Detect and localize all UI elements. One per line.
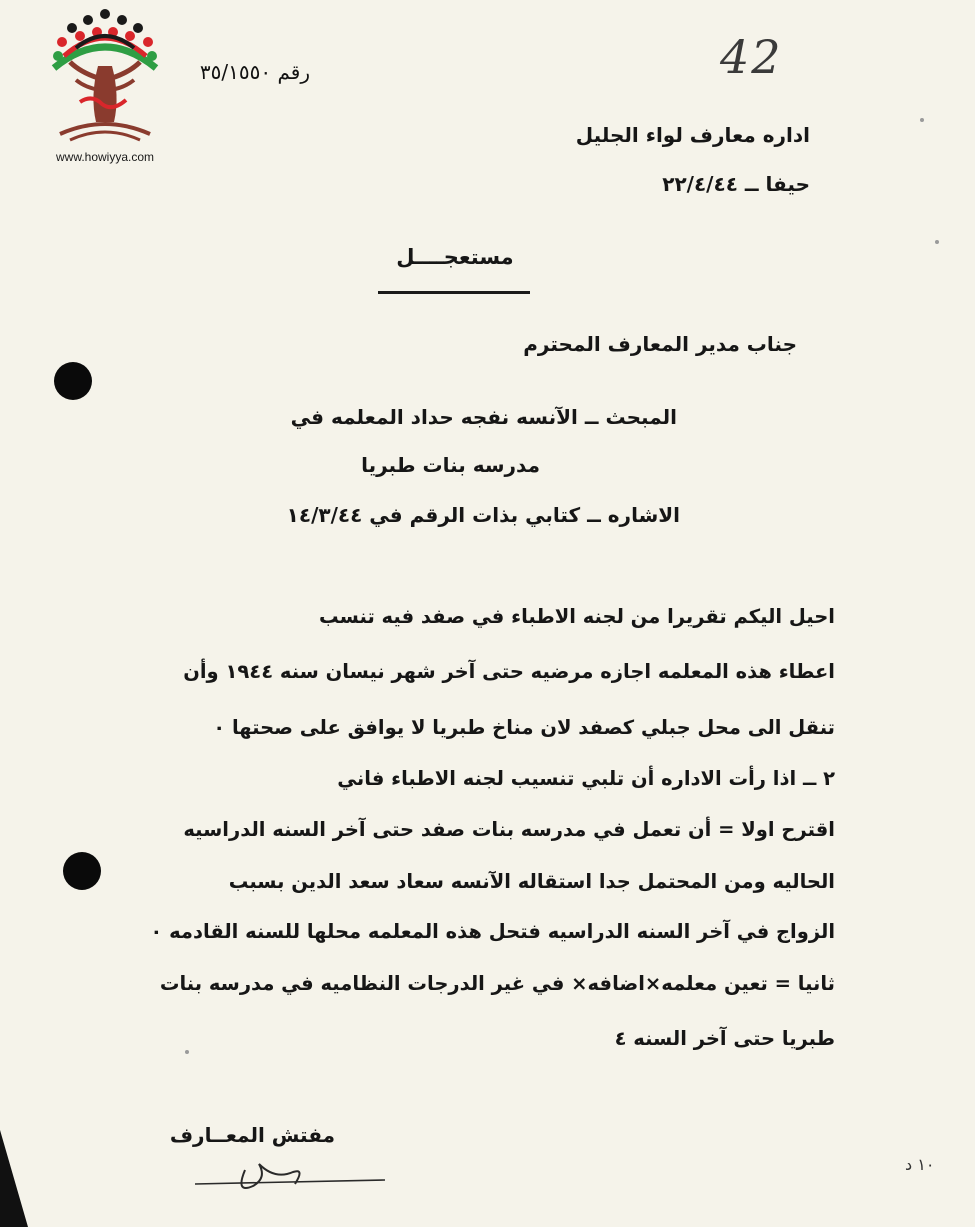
reference-number: رقم ٣٥/١٥٥٠: [199, 60, 310, 84]
punch-hole-top: [54, 362, 92, 400]
body-line: ٢ ــ اذا رأت الاداره أن تلبي تنسيب لجنه الاطباء فاني: [337, 767, 835, 790]
place-date: حيفا ــ ٢٢/٤/٤٤: [662, 172, 810, 196]
body-line: احيل اليكم تقريرا من لجنه الاطباء في صفد فيه تنسب: [319, 605, 835, 628]
subject-line-1: المبحث ــ الآنسه نفجه حداد المعلمه في: [290, 405, 677, 429]
urgent-underline: [378, 291, 530, 294]
scan-edge-shadow: [0, 1130, 28, 1227]
body-line: طبريا حتى آخر السنه ٤: [614, 1027, 835, 1050]
paper-speck: [920, 118, 924, 122]
paper-speck: [185, 1050, 189, 1054]
logo-url: www.howiyya.com: [55, 150, 155, 164]
body-line: اعطاء هذه المعلمه اجازه مرضيه حتى آخر شهر نيسان سنه ١٩٤٤ وأن: [183, 660, 835, 683]
salutation: جناب مدير المعارف المحترم: [523, 332, 797, 356]
body-line: الحاليه ومن المحتمل جدا استقاله الآنسه سعاد سعد الدين بسبب: [228, 870, 835, 893]
subject-line-3: الاشاره ــ كتابي بذات الرقم في ١٤/٣/٤٤: [286, 503, 680, 527]
office-name: اداره معارف لواء الجليل: [575, 123, 810, 147]
body-line: ثانيا = تعين معلمه×اضافه× في غير الدرجات النظاميه في مدرسه بنات: [159, 972, 835, 995]
signature-title: مفتش المعــارف: [169, 1123, 335, 1147]
body-line: اقترح اولا = أن تعمل في مدرسه بنات صفد حتى آخر السنه الدراسيه: [183, 818, 835, 841]
bottom-mark: ١٠ د: [905, 1155, 935, 1174]
folio-number: 42: [720, 30, 783, 84]
urgent-heading: مستعجــــل: [396, 245, 514, 269]
handwritten-signature: [175, 1150, 395, 1200]
body-line: الزواج في آخر السنه الدراسيه فتحل هذه المعلمه محلها للسنه القادمه ٠: [150, 920, 835, 943]
subject-line-2: مدرسه بنات طبريا: [361, 453, 540, 477]
body-line: تنقل الى محل جبلي كصفد لان مناخ طبريا لا يوافق على صحتها ٠: [213, 716, 835, 739]
punch-hole-bottom: [63, 852, 101, 890]
paper-speck: [935, 240, 939, 244]
